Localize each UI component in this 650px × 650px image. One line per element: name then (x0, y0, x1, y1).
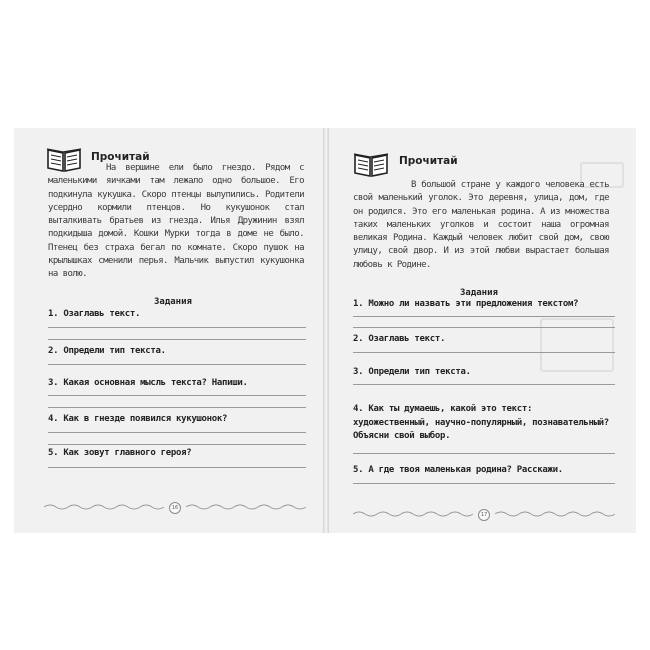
answer-line[interactable] (353, 316, 615, 317)
question-2: 2. Озаглавь текст. (353, 334, 446, 344)
read-heading: Прочитай (399, 155, 458, 167)
answer-line[interactable] (48, 327, 306, 328)
page-number: 16 (169, 502, 181, 514)
right-page (329, 128, 636, 533)
question-1: 1. Озаглавь текст. (48, 309, 141, 319)
question-5: 5. Как зовут главного героя? (48, 448, 192, 458)
reading-text: На вершине ели было гнездо. Рядом с маленькими яичками там лежало одно большое. Его подкинула кукушка. Скоро птенцы вылупились. Родители усердно кормили птенцов. Но кукушонок стал выталкивать братьев из гнезда. Илья Дружинин взял подкидыша домой. Кошки Мурки тогда в доме не было. Птенец без страха бегал по комнате. Скоро пушок на крылышках сменили перья. Мальчик выпустил кукушонка на волю. (48, 163, 304, 280)
answer-line[interactable] (48, 407, 306, 408)
answer-line[interactable] (48, 432, 306, 433)
answer-line[interactable] (48, 364, 306, 365)
answer-line[interactable] (353, 352, 615, 353)
question-3: 3. Какая основная мысль текста? Напиши. (48, 378, 248, 388)
read-heading: Прочитай (91, 151, 150, 163)
answer-line[interactable] (353, 327, 615, 328)
tasks-heading: Задания (460, 288, 498, 298)
question-2: 2. Определи тип текста. (48, 346, 166, 356)
answer-line[interactable] (48, 339, 306, 340)
page-number: 17 (478, 509, 490, 521)
reading-text: В большой стране у каждого человека есть свой маленький уголок. Это деревня, улица, дом, где он родился. Это его маленькая родина. А из множества таких маленьких уголков и состоит наша огромная великая Родина. Каждый человек любит свой дом, свою улицу, свой двор. И из этой любви вырастает большая любовь к Родине. (353, 180, 609, 270)
open-book-icon (353, 151, 389, 177)
answer-line[interactable] (353, 384, 615, 385)
question-3: 3. Определи тип текста. (353, 367, 471, 377)
question-5: 5. А где твоя маленькая родина? Расскажи. (353, 465, 563, 475)
answer-line[interactable] (353, 483, 615, 484)
left-page (14, 128, 323, 533)
question-1: 1. Можно ли назвать эти предложения текстом? (353, 299, 579, 309)
answer-line[interactable] (48, 395, 306, 396)
answer-line[interactable] (48, 444, 306, 445)
tasks-heading: Задания (154, 297, 192, 307)
answer-line[interactable] (353, 453, 615, 454)
question-4: 4. Как ты думаешь, какой это текст: художественный, научно-популярный, познавательный? Объясни свой выбор. (353, 404, 609, 441)
question-4: 4. Как в гнезде появился кукушонок? (48, 414, 228, 424)
answer-line[interactable] (48, 467, 306, 468)
